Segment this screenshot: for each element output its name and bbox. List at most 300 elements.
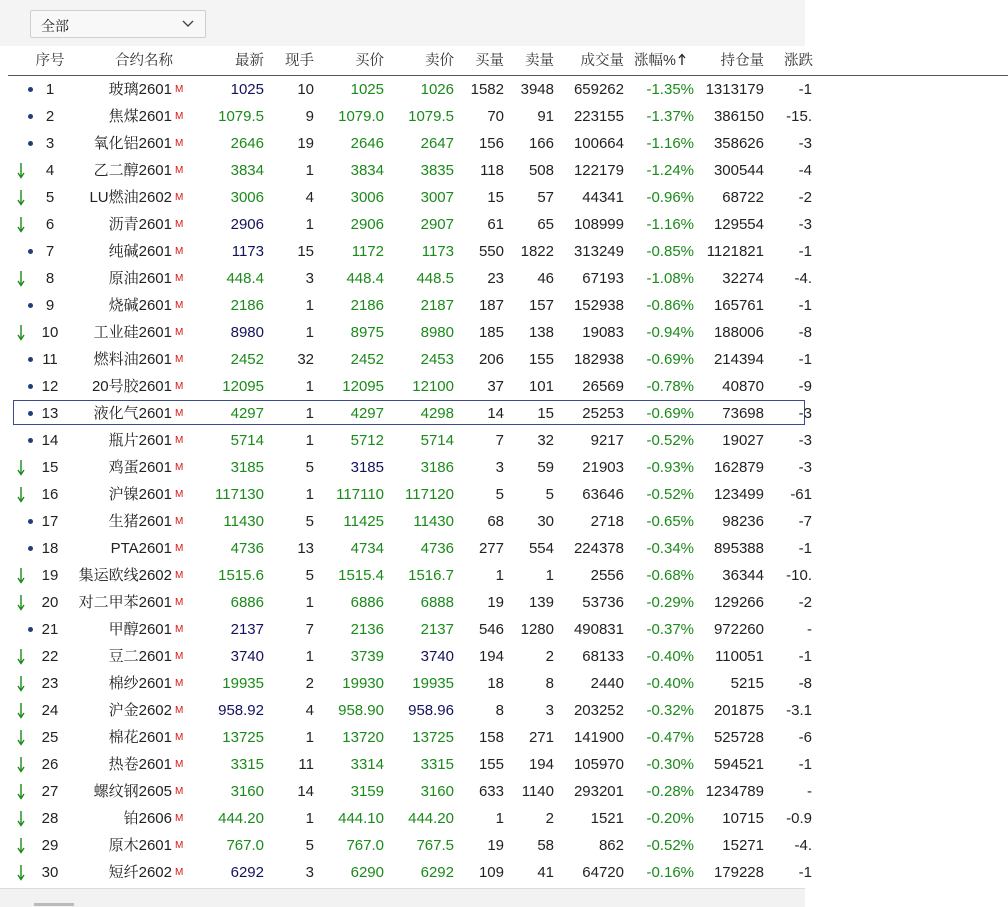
contract-name [68,238,172,265]
bid-qty: 7 [495,432,504,449]
row-index: 16 [41,486,59,503]
main-contract-marker: M [175,759,184,770]
row-index: 2 [45,108,55,125]
ask-qty: 2 [545,810,554,827]
bid-qty: 14 [487,405,504,422]
contract-name-text: 沥青2601 [108,216,172,233]
bid-qty: 18 [487,675,504,692]
open-interest: 1313179 [705,81,764,98]
open-interest: 123499 [713,486,764,503]
table-row[interactable] [8,589,1008,616]
bid-qty: 118 [480,162,504,179]
table-row[interactable] [8,535,1008,562]
contract-name-text: 短纤2602 [108,864,172,881]
col-header-pct-label: 涨幅% [634,53,676,69]
last-price: 1515.6 [218,567,264,584]
dot-indicator-icon [16,535,26,562]
turnover: 64720 [582,864,624,881]
dot-indicator-icon [16,238,26,265]
table-row[interactable] [8,508,1008,535]
scrollbar-thumb[interactable] [34,903,74,906]
dot-indicator-icon [16,346,26,373]
row-index: 21 [41,621,59,638]
ask-price: 1026 [420,81,454,98]
trade-volume: 10 [297,81,314,98]
table-row[interactable] [8,211,1008,238]
contract-name [68,265,172,292]
contract-name [68,157,172,184]
table-row[interactable] [8,724,1008,751]
trade-volume: 32 [297,351,314,368]
contract-name [68,751,172,778]
price-change: -1 [798,648,812,665]
open-interest: 895388 [713,540,764,557]
bid-price: 448.4 [346,270,384,287]
table-row[interactable] [8,400,1008,427]
turnover: 63646 [582,486,624,503]
last-price: 3315 [230,756,264,773]
trade-volume: 1 [305,405,314,422]
ask-qty: 166 [528,135,554,152]
col-header-turnover[interactable]: 成交量 [580,53,624,69]
table-row[interactable] [8,616,1008,643]
trade-volume: 7 [305,621,314,638]
row-index: 1 [45,81,55,98]
open-interest: 300544 [713,162,764,179]
contract-name [68,184,172,211]
turnover: 44341 [582,189,624,206]
open-interest: 1234789 [705,783,764,800]
open-interest: 188006 [713,324,764,341]
table-row[interactable] [8,373,1008,400]
price-change: -1 [798,540,812,557]
change-pct: -0.28% [646,783,694,800]
open-interest: 129554 [713,216,764,233]
down-arrow-icon [16,751,26,778]
price-change: -4. [794,837,812,854]
trade-volume: 1 [305,297,314,314]
row-index: 15 [41,459,59,476]
bid-price: 3006 [350,189,384,206]
contract-name-text: 氧化铝2601 [93,135,172,152]
bid-qty: 633 [478,783,504,800]
down-arrow-icon [16,481,26,508]
row-index: 3 [45,135,55,152]
down-arrow-icon [16,697,26,724]
bid-qty: 1 [495,567,504,584]
trade-volume: 11 [298,756,314,773]
ask-qty: 3 [545,702,554,719]
turnover: 100664 [573,135,624,152]
main-contract-marker: M [175,813,184,824]
price-change: -1 [798,864,812,881]
category-dropdown-value: 全部 [41,18,69,34]
down-arrow-icon [16,832,26,859]
trade-volume: 1 [305,432,314,449]
row-index: 10 [41,324,59,341]
ask-price: 958.96 [408,702,454,719]
contract-name [68,400,172,427]
table-row[interactable] [8,184,1008,211]
open-interest: 165761 [713,297,764,314]
down-arrow-icon [16,157,26,184]
contract-name [68,616,172,643]
price-change: -7 [798,513,812,530]
row-index: 13 [41,405,59,422]
bid-price: 12095 [342,378,384,395]
down-arrow-icon [16,805,26,832]
ask-price: 11430 [413,513,454,530]
row-index: 25 [41,729,59,746]
contract-name-text: 沪金2602 [108,702,172,719]
bid-price: 117110 [336,486,384,503]
price-change: -6 [798,729,812,746]
dot-indicator-icon [16,373,26,400]
bid-qty: 8 [495,702,504,719]
bid-price: 6290 [350,864,384,881]
main-contract-marker: M [175,867,184,878]
price-change: -1 [798,297,812,314]
ask-qty: 155 [528,351,554,368]
ask-price: 3007 [420,189,454,206]
main-contract-marker: M [175,300,184,311]
open-interest: 129266 [713,594,764,611]
turnover: 490831 [573,621,624,638]
down-arrow-icon [16,265,26,292]
price-change: -1 [798,81,812,98]
open-interest: 10715 [722,810,764,827]
row-index: 9 [45,297,55,314]
price-change: -10. [786,567,812,584]
change-pct: -0.52% [646,432,694,449]
open-interest: 73698 [722,405,764,422]
table-row[interactable] [8,778,1008,805]
table-row[interactable] [8,238,1008,265]
contract-name-text: 原木2601 [108,837,172,854]
trade-volume: 3 [305,864,314,881]
ask-qty: 1822 [520,243,554,260]
change-pct: -0.40% [646,675,694,692]
main-contract-marker: M [175,381,184,392]
table-row[interactable] [8,319,1008,346]
table-row[interactable] [8,697,1008,724]
last-price: 13725 [222,729,264,746]
last-price: 444.20 [218,810,264,827]
main-contract-marker: M [175,84,184,95]
last-price: 2646 [230,135,264,152]
change-pct: -0.78% [646,378,694,395]
down-arrow-icon [16,319,26,346]
change-pct: -0.68% [646,567,694,584]
table-row[interactable] [8,265,1008,292]
open-interest: 214394 [713,351,764,368]
table-row[interactable] [8,751,1008,778]
price-change: -4. [794,270,812,287]
turnover: 313249 [573,243,624,260]
table-row[interactable] [8,481,1008,508]
dot-indicator-icon [16,427,26,454]
table-row[interactable] [8,76,1008,103]
turnover: 108999 [573,216,624,233]
ask-qty: 30 [537,513,554,530]
last-price: 2137 [230,621,264,638]
change-pct: -1.35% [646,81,694,98]
trade-volume: 9 [305,108,314,125]
change-pct: -0.96% [646,189,694,206]
contract-name-text: 鸡蛋2601 [108,459,172,476]
row-index: 6 [45,216,55,233]
last-price: 3160 [230,783,264,800]
change-pct: -0.52% [646,837,694,854]
table-row[interactable] [8,454,1008,481]
dot-indicator-icon [16,130,26,157]
ask-qty: 271 [528,729,554,746]
contract-name-text: 乙二醇2601 [93,162,172,179]
bid-price: 1515.4 [338,567,384,584]
main-contract-marker: M [175,327,184,338]
open-interest: 201875 [713,702,764,719]
open-interest: 594521 [713,756,764,773]
down-arrow-icon [16,589,26,616]
down-arrow-icon [16,562,26,589]
category-dropdown[interactable] [30,10,206,38]
ask-price: 1173 [421,243,454,260]
bid-price: 8975 [350,324,384,341]
col-header-ask-qty[interactable]: 卖量 [525,53,554,69]
trade-volume: 4 [305,189,314,206]
table-row[interactable] [8,103,1008,130]
contract-name [68,211,172,238]
last-price: 448.4 [226,270,264,287]
change-pct: -0.37% [646,621,694,638]
bid-price: 4734 [350,540,384,557]
bid-price: 2452 [350,351,384,368]
contract-name [68,481,172,508]
contract-name [68,562,172,589]
trade-volume: 1 [305,729,314,746]
table-row[interactable] [8,859,1008,886]
contract-name-text: 玻璃2601 [108,81,172,98]
change-pct: -0.94% [646,324,694,341]
ask-qty: 41 [537,864,554,881]
ask-price: 3160 [420,783,454,800]
contract-name-text: 集运欧线2602 [78,567,172,584]
ask-price: 3186 [420,459,454,476]
table-row[interactable] [8,805,1008,832]
row-index: 8 [45,270,55,287]
ask-price: 2137 [420,621,454,638]
contract-name-text: 原油2601 [108,270,172,287]
contract-name-text: 甲醇2601 [108,621,172,638]
row-index: 17 [41,513,59,530]
col-header-ask[interactable]: 卖价 [425,53,454,69]
ask-qty: 2 [545,648,554,665]
trade-volume: 14 [297,783,314,800]
row-index: 24 [41,702,59,719]
main-contract-marker: M [175,840,184,851]
open-interest: 5215 [730,675,764,692]
turnover: 862 [598,837,624,854]
last-price: 5714 [230,432,264,449]
bid-qty: 37 [487,378,504,395]
turnover: 1521 [590,810,624,827]
ask-price: 3315 [420,756,454,773]
last-price: 8980 [230,324,264,341]
row-index: 29 [41,837,59,854]
table-row[interactable] [8,832,1008,859]
ask-qty: 58 [537,837,554,854]
change-pct: -0.93% [646,459,694,476]
last-price: 2186 [230,297,264,314]
table-row[interactable] [8,427,1008,454]
bid-qty: 155 [478,756,504,773]
bid-price: 6886 [350,594,384,611]
price-change: -15. [786,108,812,125]
contract-name-text: 液化气2601 [93,405,172,422]
change-pct: -0.47% [646,729,694,746]
change-pct: -0.34% [646,540,694,557]
row-index: 14 [41,432,59,449]
trade-volume: 5 [305,567,314,584]
table-header [8,48,1008,76]
horizontal-scrollbar[interactable] [0,888,805,907]
ask-qty: 59 [537,459,554,476]
main-contract-marker: M [175,192,184,203]
row-index: 30 [41,864,59,881]
col-header-pct[interactable] [634,48,694,75]
bid-qty: 61 [487,216,504,233]
trade-volume: 2 [305,675,314,692]
change-pct: -0.85% [646,243,694,260]
col-header-volume[interactable]: 现手 [285,53,314,69]
contract-name-text: 螺纹钢2605 [93,783,172,800]
col-header-index[interactable]: 序号 [35,53,65,69]
bid-qty: 546 [478,621,504,638]
ask-price: 5714 [420,432,454,449]
main-contract-marker: M [175,678,184,689]
bid-price: 13720 [342,729,384,746]
col-header-bid[interactable]: 买价 [355,53,384,69]
open-interest: 15271 [722,837,764,854]
turnover: 2556 [590,567,624,584]
main-contract-marker: M [175,273,184,284]
bid-price: 19930 [342,675,384,692]
last-price: 11430 [223,513,264,530]
turnover: 105970 [573,756,624,773]
table-row[interactable] [8,130,1008,157]
bid-price: 3739 [350,648,384,665]
last-price: 117130 [215,486,264,503]
last-price: 1025 [230,81,264,98]
price-change: -3 [798,216,812,233]
table-row[interactable] [8,643,1008,670]
row-index: 22 [41,648,59,665]
ask-qty: 554 [528,540,554,557]
contract-name [68,589,172,616]
col-header-last[interactable]: 最新 [235,53,264,69]
ask-qty: 3948 [520,81,554,98]
bid-qty: 3 [495,459,504,476]
ask-qty: 15 [537,405,554,422]
table-row[interactable] [8,157,1008,184]
row-index: 7 [45,243,55,260]
ask-price: 2907 [420,216,454,233]
main-contract-marker: M [175,435,184,446]
contract-name [68,427,172,454]
open-interest: 98236 [722,513,764,530]
main-contract-marker: M [175,570,184,581]
trade-volume: 1 [305,162,314,179]
open-interest: 972260 [713,621,764,638]
quote-table [8,48,813,888]
row-index: 28 [41,810,59,827]
dot-indicator-icon [16,292,26,319]
change-pct: -0.65% [646,513,694,530]
col-header-name[interactable]: 合约名称 [115,53,173,69]
contract-name [68,346,172,373]
col-header-bid-qty[interactable]: 买量 [475,53,504,69]
turnover: 203252 [573,702,624,719]
row-index: 20 [41,594,59,611]
col-header-open-interest[interactable]: 持仓量 [720,53,764,69]
contract-name-text: 焦煤2601 [108,108,172,125]
contract-name [68,373,172,400]
table-row[interactable] [8,670,1008,697]
ask-qty: 508 [528,162,554,179]
ask-qty: 57 [537,189,554,206]
table-row[interactable] [8,562,1008,589]
bid-qty: 187 [478,297,504,314]
trade-volume: 13 [297,540,314,557]
bid-price: 1172 [351,243,384,260]
dot-indicator-icon [16,400,26,427]
trade-volume: 1 [305,486,314,503]
trade-volume: 1 [305,648,314,665]
price-change: -2 [798,189,812,206]
change-pct: -0.52% [646,486,694,503]
bid-price: 3185 [350,459,384,476]
ask-qty: 46 [537,270,554,287]
change-pct: -0.86% [646,297,694,314]
open-interest: 179228 [713,864,764,881]
price-change: -8 [798,675,812,692]
main-contract-marker: M [175,246,184,257]
price-change: -3 [798,135,812,152]
turnover: 26569 [582,378,624,395]
bid-price: 4297 [350,405,384,422]
trade-volume: 19 [297,135,314,152]
turnover: 122179 [573,162,624,179]
last-price: 767.0 [226,837,264,854]
change-pct: -0.30% [646,756,694,773]
change-pct: -0.16% [646,864,694,881]
contract-name [68,697,172,724]
table-row[interactable] [8,292,1008,319]
ask-price: 2647 [420,135,454,152]
price-change: -3.1 [786,702,812,719]
contract-name [68,292,172,319]
ask-price: 8980 [420,324,454,341]
ask-qty: 194 [528,756,554,773]
turnover: 182938 [573,351,624,368]
table-row[interactable] [8,346,1008,373]
trade-volume: 5 [305,837,314,854]
bid-qty: 194 [478,648,504,665]
col-header-change[interactable]: 涨跌 [784,53,813,69]
ask-qty: 1280 [520,621,554,638]
main-contract-marker: M [175,732,184,743]
last-price: 1173 [231,243,264,260]
